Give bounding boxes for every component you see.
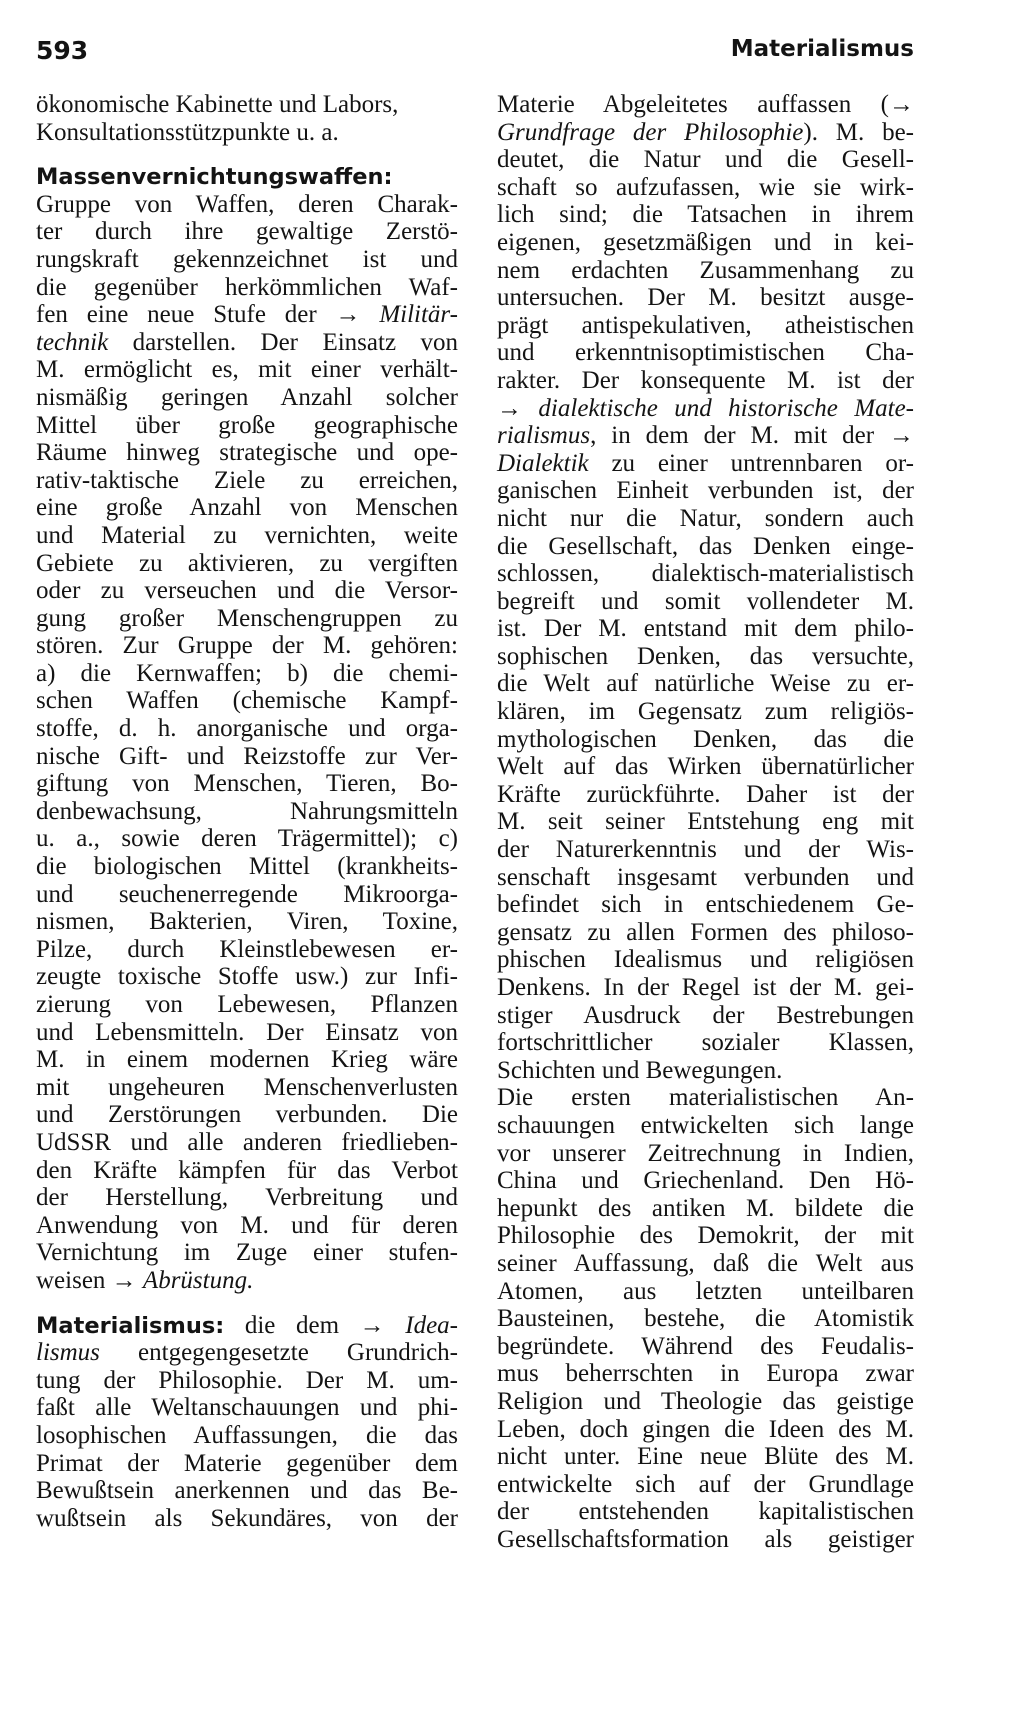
running-head: Materialismus: [730, 36, 914, 62]
body-line: Gruppe von Waffen, deren Charak-: [36, 190, 458, 218]
body-line: nismen, Bakterien, Viren, Toxine,: [36, 908, 458, 936]
body-line: die Gesellschaft, das Denken einge-: [497, 532, 914, 560]
body-line: und Material zu vernichten, weite: [36, 521, 458, 549]
body-line: nische Gift- und Reizstoffe zur Ver-: [36, 742, 458, 770]
body-line: Bewußtsein anerkennen und das Be-: [36, 1477, 458, 1505]
cross-reference-arrow: →: [889, 422, 914, 450]
body-line: Anwendung von M. und für deren: [36, 1211, 458, 1239]
body-line: vor unserer Zeitrechnung in Indien,: [497, 1139, 914, 1167]
page-number: 593: [36, 36, 89, 65]
body-line: mus beherrschten in Europa zwar: [497, 1360, 914, 1388]
left-column: [36, 91, 458, 1532]
body-line: China und Griechenland. Den Hö-: [497, 1167, 914, 1195]
body-line: [497, 422, 914, 450]
body-line: entwickelte sich auf der Grundlage: [497, 1470, 914, 1498]
body-line: rativ-taktische Ziele zu erreichen,: [36, 466, 458, 494]
cross-reference-link[interactable]: dialektische und historische Mate-: [538, 394, 914, 422]
cross-reference-arrow: →: [359, 1311, 385, 1339]
body-line: mit ungeheuren Menschenverlusten: [36, 1073, 458, 1101]
cross-reference-arrow: →: [335, 301, 361, 329]
cross-reference-arrow: →: [889, 91, 914, 118]
cross-reference-arrow: →: [111, 1266, 137, 1294]
body-line: a) die Kernwaffen; b) die chemi-: [36, 659, 458, 687]
body-line: gung großer Menschengruppen zu: [36, 604, 458, 632]
body-text: fen eine neue Stufe der: [36, 301, 317, 329]
body-line: gensatz zu allen Formen des philoso-: [497, 918, 914, 946]
cross-reference-arrow: →: [497, 394, 522, 422]
body-line: M. in einem modernen Krieg wäre: [36, 1046, 458, 1074]
body-line: der Herstellung, Verbreitung und: [36, 1184, 458, 1212]
entry-term: Massenvernichtungswaffen:: [36, 164, 393, 191]
body-line: M. ermöglicht es, mit einer verhält-: [36, 356, 458, 384]
cross-reference-link[interactable]: rialismus: [497, 422, 591, 450]
body-line: [497, 450, 914, 478]
body-line: giftung von Menschen, Tieren, Bo-: [36, 770, 458, 798]
body-line: und erkenntnisoptimistischen Cha-: [497, 339, 914, 367]
body-line: nicht unter. Eine neue Blüte des M.: [497, 1443, 914, 1471]
cross-reference-link[interactable]: Abrüstung.: [142, 1266, 254, 1294]
body-line: Primat der Materie gegenüber dem: [36, 1449, 458, 1477]
entry-heading: [36, 1312, 458, 1340]
body-line: sophischen Denken, das versuchte,: [497, 642, 914, 670]
body-line: begreift und somit vollendeter M.: [497, 587, 914, 615]
body-line: den Kräfte kämpfen für das Verbot: [36, 1156, 458, 1184]
cross-reference-link[interactable]: Militär-: [379, 301, 458, 329]
body-line: eine große Anzahl von Menschen: [36, 494, 458, 522]
body-text: darstellen. Der Einsatz von: [108, 328, 458, 356]
body-line: eigenen, gesetzmäßigen und in kei-: [497, 228, 914, 256]
body-line: zeugte toxische Stoffe usw.) zur Infi-: [36, 963, 458, 991]
body-line: Schichten und Bewegungen.: [497, 1056, 783, 1084]
body-text: ). M. be-: [803, 118, 914, 146]
body-line: nem erdachten Zusammenhang zu: [497, 256, 914, 284]
body-line: [497, 119, 914, 147]
body-line: hepunkt des antiken M. bildete die: [497, 1194, 914, 1222]
body-line: befindet sich in entschiedenem Ge-: [497, 891, 914, 919]
body-line: Philosophie des Demokrit, der mit: [497, 1222, 914, 1250]
body-line: [36, 1339, 458, 1367]
body-line: ist. Der M. entstand mit dem philo-: [497, 615, 914, 643]
body-line: Denkens. In der Regel ist der M. gei-: [497, 974, 914, 1001]
body-line: und Zerstörungen verbunden. Die: [36, 1101, 458, 1129]
body-line: faßt alle Weltanschauungen und phi-: [36, 1394, 458, 1422]
body-line: schlossen, dialektisch-materialistisch: [497, 560, 914, 588]
body-line: stiger Ausdruck der Bestrebungen: [497, 1001, 914, 1029]
body-line: der Naturerkenntnis und der Wis-: [497, 836, 914, 864]
body-line: Konsultationsstützpunkte u. a.: [36, 118, 339, 146]
body-line: denbewachsung, Nahrungsmitteln: [36, 797, 458, 825]
body-line: klären, im Gegensatz zum religiös-: [497, 698, 914, 726]
body-line: der entstehenden kapitalistischen: [497, 1498, 914, 1526]
body-line: Bausteinen, bestehe, die Atomistik: [497, 1305, 914, 1333]
cross-reference-link[interactable]: Dialektik: [497, 449, 589, 477]
body-line: fortschrittlicher sozialer Klassen,: [497, 1029, 914, 1057]
cross-reference-link[interactable]: Idea-: [405, 1311, 459, 1339]
body-line: Mittel über große geographische: [36, 411, 458, 439]
body-line: und Lebensmitteln. Der Einsatz von: [36, 1018, 458, 1046]
body-line: schauungen entwickelten sich lange: [497, 1111, 914, 1139]
body-line: senschaft insgesamt verbunden und: [497, 863, 914, 891]
body-text: weisen: [36, 1266, 106, 1294]
body-text: entgegengesetzte Grundrich-: [99, 1339, 458, 1367]
body-line: phischen Idealismus und religiösen: [497, 946, 914, 974]
body-text: zu einer untrennbaren or-: [588, 449, 914, 477]
body-line: [36, 329, 458, 357]
body-line: Kräfte zurückführte. Daher ist der: [497, 780, 914, 808]
body-line: Pilze, durch Kleinstlebewesen er-: [36, 935, 458, 963]
body-line: UdSSR und alle anderen friedlieben-: [36, 1128, 458, 1156]
body-line: seiner Auffassung, daß die Welt aus: [497, 1249, 914, 1277]
body-line: stören. Zur Gruppe der M. gehören:: [36, 632, 458, 660]
right-column: [497, 91, 914, 1553]
body-line: schaft so aufzufassen, wie sie wirk-: [497, 173, 914, 201]
body-line: stoffe, d. h. anorganische und orga-: [36, 715, 458, 743]
body-line: [497, 395, 914, 423]
body-line: [36, 301, 458, 329]
body-line: wußtsein als Sekundäres, von der: [36, 1504, 458, 1532]
entry-term: Materialismus:: [36, 1312, 225, 1339]
body-text: Materie Abgeleitetes auffassen (: [497, 91, 889, 118]
body-line: u. a., sowie deren Trägermittel); c): [36, 825, 458, 853]
body-line: Räume hinweg strategische und ope-: [36, 439, 458, 467]
body-line: deutet, die Natur und die Gesell-: [497, 146, 914, 174]
body-line: lich sind; die Tatsachen in ihrem: [497, 201, 914, 229]
body-line: und seuchenerregende Mikroorga-: [36, 880, 458, 908]
body-line: Atomen, aus letzten unteilbaren: [497, 1277, 914, 1305]
entry-heading: [36, 163, 458, 191]
body-text: , in dem der M. mit der: [590, 422, 875, 450]
body-line: Religion und Theologie das geistige: [497, 1387, 914, 1415]
cross-reference-link[interactable]: Grundfrage der Philosophie: [497, 118, 804, 146]
body-line: schen Waffen (chemische Kampf-: [36, 687, 458, 715]
body-line: die gegenüber herkömmlichen Waf-: [36, 273, 458, 301]
body-line: rakter. Der konsequente M. ist der: [497, 366, 914, 394]
body-line: zierung von Lebewesen, Pflanzen: [36, 991, 458, 1018]
body-line: rungskraft gekennzeichnet ist und: [36, 245, 458, 273]
page-header: [36, 36, 914, 76]
body-line: losophischen Auffassungen, die das: [36, 1421, 458, 1449]
body-line: nismäßig geringen Anzahl solcher: [36, 383, 458, 411]
body-line: begründete. Während des Feudalis-: [497, 1332, 914, 1360]
cross-reference-link[interactable]: lismus: [36, 1339, 100, 1367]
body-line: Die ersten materialistischen An-: [497, 1084, 914, 1112]
body-line: oder zu verseuchen und die Versor-: [36, 577, 458, 605]
body-line: die biologischen Mittel (krankheits-: [36, 853, 458, 881]
body-line: die Welt auf natürliche Weise zu er-: [497, 670, 914, 698]
body-line: tung der Philosophie. Der M. um-: [36, 1366, 458, 1394]
body-text: die dem: [224, 1311, 340, 1339]
body-line: Welt auf das Wirken übernatürlicher: [497, 753, 914, 781]
body-line: mythologischen Denken, das die: [497, 725, 914, 753]
body-line: M. seit seiner Entstehung eng mit: [497, 808, 914, 836]
body-line: Gebiete zu aktivieren, zu vergiften: [36, 549, 458, 577]
body-line: ter durch ihre gewaltige Zerstö-: [36, 218, 458, 246]
body-line: nicht nur die Natur, sondern auch: [497, 504, 914, 532]
body-line: Leben, doch gingen die Ideen des M.: [497, 1415, 914, 1443]
body-line: untersuchen. Der M. besitzt ausge-: [497, 284, 914, 312]
cross-reference-link[interactable]: technik: [36, 328, 109, 356]
body-line: prägt antispekulativen, atheistischen: [497, 311, 914, 339]
body-line: [497, 91, 914, 119]
body-line: ganischen Einheit verbunden ist, der: [497, 477, 914, 505]
body-line: Gesellschaftsformation als geistiger: [497, 1525, 914, 1553]
body-line: ökonomische Kabinette und Labors,: [36, 91, 399, 118]
body-line: Vernichtung im Zuge einer stufen-: [36, 1239, 458, 1267]
body-line: [36, 1267, 458, 1295]
